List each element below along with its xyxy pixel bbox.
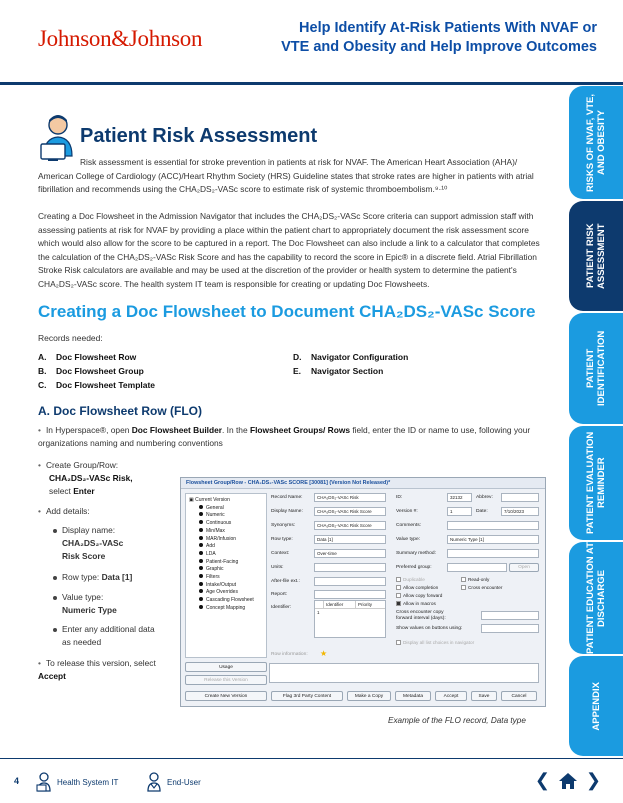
row-type-label: Row type:: [271, 537, 293, 542]
allow-in-macros-checkbox[interactable]: Allow in macros: [396, 601, 436, 606]
tab-appendix[interactable]: [569, 656, 623, 756]
create-group-bullet: • Create Group/Row: CHA₂DS₂-VASc Risk, select Enter: [38, 460, 133, 496]
brand-logo: Johnson&Johnson: [38, 26, 203, 51]
preferred-group-input[interactable]: [447, 563, 507, 572]
units-input[interactable]: [314, 563, 386, 572]
footer-divider: [0, 758, 623, 759]
tree-item[interactable]: Min/Max: [189, 528, 263, 536]
prev-page-icon[interactable]: ❮: [534, 770, 550, 790]
tab-risks[interactable]: [569, 86, 623, 199]
page-title: Patient Risk Assessment: [80, 125, 318, 147]
home-icon[interactable]: [558, 772, 578, 790]
metadata-button[interactable]: Metadata: [395, 691, 431, 701]
cross-encounter-checkbox[interactable]: Cross encounter: [461, 585, 502, 590]
page-header: [0, 0, 623, 82]
identifier-row[interactable]: 1: [317, 610, 320, 615]
tree-item[interactable]: Patient-Facing: [189, 559, 263, 567]
tab-appendix-label: APPENDIX: [590, 681, 602, 731]
header-title: Help Identify At-Risk Patients With NVAF or VTE and Obesity and Help Improve Outcomes: [281, 20, 597, 55]
summary-method-input[interactable]: [447, 549, 539, 558]
record-item: E. Navigator Section: [293, 366, 384, 376]
intro-paragraph: Risk assessment is essential for stroke prevention in patients at risk for NVAF. The American Heart Association (AHA)/ American College of Cardiology (ACC)/Heart Rhythm Society (HRS) Guideline states that stroke rates are higher in patients with atrial fibrillation and recommends using the CHA₂DS₂-VASc score to estimate risk of systemic thromboembolism.⁹·¹⁰: [38, 157, 534, 194]
report-input[interactable]: [314, 590, 386, 599]
tab-patient-risk-assessment[interactable]: [569, 201, 623, 311]
row-type-sub: Row type: Data [1]: [62, 571, 170, 584]
header-divider: [0, 82, 623, 85]
allow-copy-forward-checkbox[interactable]: Allow copy forward: [396, 593, 442, 598]
next-page-icon[interactable]: ❯: [585, 770, 601, 790]
tree-item[interactable]: Add: [189, 543, 263, 551]
version-tree: [185, 493, 267, 658]
version-input[interactable]: 1: [447, 507, 472, 516]
tab-identification-label: PATIENT IDENTIFICATION: [585, 330, 607, 407]
page-navigation: [535, 770, 601, 791]
accept-button[interactable]: Accept: [435, 691, 467, 701]
comments-input[interactable]: [447, 521, 539, 530]
display-name-sub: Display name: CHA₂DS₂-VASc Risk Score: [62, 524, 170, 563]
open-button[interactable]: Open: [509, 563, 539, 572]
row-information-area[interactable]: [269, 663, 539, 683]
after-file-label: After-file ext.:: [271, 579, 300, 584]
units-label: Units:: [271, 565, 284, 570]
value-type-label: Value type:: [396, 537, 421, 542]
star-icon[interactable]: ★: [320, 649, 328, 658]
legend-end-user-label: End-User: [167, 777, 201, 787]
tree-item[interactable]: Cascading Flowsheet: [189, 597, 263, 605]
tree-item[interactable]: MAR/Infusion: [189, 536, 263, 544]
record-name-input[interactable]: CHA₂DS₂-VASc Risk: [314, 493, 386, 502]
date-input[interactable]: 7/10/2023: [501, 507, 539, 516]
identifier-table: [314, 600, 386, 638]
additional-data-sub: Enter any additional data as needed: [62, 623, 157, 649]
tree-item[interactable]: Age Overrides: [189, 589, 263, 597]
creating-flowsheet-heading: Creating a Doc Flowsheet to Document CHA₂DS₂-VASc Score: [38, 302, 536, 321]
hyperspace-instruction: • In Hyperspace®, open Doc Flowsheet Builder. In the Flowsheet Groups/ Rows field, enter the ID or name to use, following your organizations naming and numbering conventions: [38, 425, 531, 448]
tree-item[interactable]: General: [189, 505, 263, 513]
tab-patient-evaluation-reminder[interactable]: [569, 426, 623, 540]
id-input[interactable]: 32132: [447, 493, 472, 502]
screenshot-caption: Example of the FLO record, Data type: [388, 716, 526, 725]
value-type-sub: Value type: Numeric Type: [62, 591, 170, 617]
cancel-button[interactable]: Cancel: [501, 691, 537, 701]
identifier-label: Identifier:: [271, 605, 292, 610]
tree-item[interactable]: Continuous: [189, 520, 263, 528]
page-number: 4: [14, 776, 20, 786]
tab-patient-identification[interactable]: [569, 313, 623, 424]
flo-window-title: Flowsheet Group/Row - CHA₂DS₂-VASc SCORE [30081] (Version Not Released)*: [181, 478, 545, 489]
records-needed-label: Records needed:: [38, 333, 103, 343]
read-only-checkbox[interactable]: Read-only: [461, 577, 489, 582]
context-input[interactable]: Over-time: [314, 549, 386, 558]
cross-copy-label: Cross encounter copy forward interval (days):: [396, 610, 446, 621]
synonyms-label: Synonyms:: [271, 523, 296, 528]
show-values-label: Show values on buttons using:: [396, 626, 463, 631]
tree-item[interactable]: Graphic: [189, 566, 263, 574]
release-bullet: • To release this version, select Accept: [38, 658, 156, 681]
tree-item[interactable]: Intake/Output: [189, 582, 263, 590]
health-it-avatar-icon: [38, 112, 78, 162]
tab-patient-education[interactable]: [569, 542, 623, 654]
id-label: ID:: [396, 495, 403, 500]
abbrev-label: Abbrev:: [476, 495, 493, 500]
tree-item[interactable]: Numeric: [189, 512, 263, 520]
tree-item[interactable]: LDA: [189, 551, 263, 559]
tree-item[interactable]: Concept Mapping: [189, 605, 263, 613]
identifier-col: Identifier: [323, 601, 355, 608]
create-new-version-button[interactable]: Create New Version: [185, 691, 267, 701]
make-copy-button[interactable]: Make a Copy: [347, 691, 391, 701]
synonyms-input[interactable]: CHA₂DS₂-VASc Risk Score: [314, 521, 386, 530]
show-values-input[interactable]: [481, 624, 539, 633]
flo-heading: A. Doc Flowsheet Row (FLO): [38, 404, 202, 418]
record-item: D. Navigator Configuration: [293, 352, 409, 362]
duplicable-checkbox[interactable]: Duplicable: [396, 577, 425, 582]
flag-3rd-party-button[interactable]: Flag 3rd Party Content: [271, 691, 343, 701]
save-button[interactable]: Save: [471, 691, 497, 701]
preferred-group-label: Preferred group:: [396, 565, 432, 570]
tab-risks-label: RISKS OF NVAF, VTE, AND OBESITY: [585, 93, 607, 192]
row-type-input[interactable]: Data [1]: [314, 535, 386, 544]
priority-col: Priority: [355, 601, 385, 608]
tree-root[interactable]: ▣ Current Version: [189, 497, 230, 503]
add-details-bullet: • Add details:: [38, 506, 90, 516]
tab-education-label: PATIENT EDUCATION AT DISCHARGE: [585, 542, 607, 654]
date-label: Date:: [476, 509, 488, 514]
record-item: A. Doc Flowsheet Row: [38, 352, 137, 362]
allow-completion-checkbox[interactable]: Allow completion: [396, 585, 438, 590]
doc-flowsheet-paragraph: Creating a Doc Flowsheet in the Admission Navigator that includes the CHA₂DS₂-VASc Score criteria can support admission staff with assessing patients at risk for NVAF by providing a place within the patient chart to appropriately document the risk assessment score which would also allow for the score to be captured in a report. The Doc Flowsheet can also include a link to a calculator that completes the calculation of the CHA₂DS₂-VASc Risk Score and has the capability to record the score in Epic® in a discrete field. Atrial Fibrillation Stroke Risk calculators are available and may be used at the discretion of the provider or health system to determine the patient's CHA₂DS₂-VASc score. The health system IT team is responsible for creating or updating Doc Flowsheets.: [38, 211, 540, 289]
tree-item[interactable]: Filters: [189, 574, 263, 582]
display-all-checkbox[interactable]: Display all list choices in navigator: [396, 640, 474, 645]
abbrev-input[interactable]: [501, 493, 539, 502]
legend-health-it-label: Health System IT: [57, 777, 119, 787]
context-label: Context:: [271, 551, 290, 556]
flo-record-screenshot: [180, 477, 546, 707]
health-it-icon: [36, 772, 52, 792]
record-item: C. Doc Flowsheet Template: [38, 380, 156, 390]
display-name-input[interactable]: CHA₂DS₂-VASc Risk Score: [314, 507, 386, 516]
row-information-label: Row information:: [271, 652, 308, 657]
record-name-label: Record Name:: [271, 495, 303, 500]
legend-end-user: [146, 772, 201, 792]
report-label: Report:: [271, 592, 288, 597]
usage-button[interactable]: Usage: [185, 662, 267, 672]
end-user-icon: [146, 772, 162, 792]
after-file-input[interactable]: [314, 577, 386, 586]
summary-method-label: Summary method:: [396, 551, 436, 556]
release-version-button[interactable]: Release this Version: [185, 675, 267, 685]
tab-risk-assessment-label: PATIENT RISK ASSESSMENT: [585, 223, 607, 289]
comments-label: Comments:: [396, 523, 422, 528]
value-type-input[interactable]: Numeric Type [1]: [447, 535, 539, 544]
record-item: B. Doc Flowsheet Group: [38, 366, 144, 376]
version-label: Version #:: [396, 509, 418, 514]
cross-copy-input[interactable]: [481, 611, 539, 620]
tab-evaluation-label: PATIENT EVALUATION REMINDER: [585, 431, 607, 535]
display-name-label: Display Name:: [271, 509, 303, 514]
legend-health-it: [36, 772, 118, 792]
